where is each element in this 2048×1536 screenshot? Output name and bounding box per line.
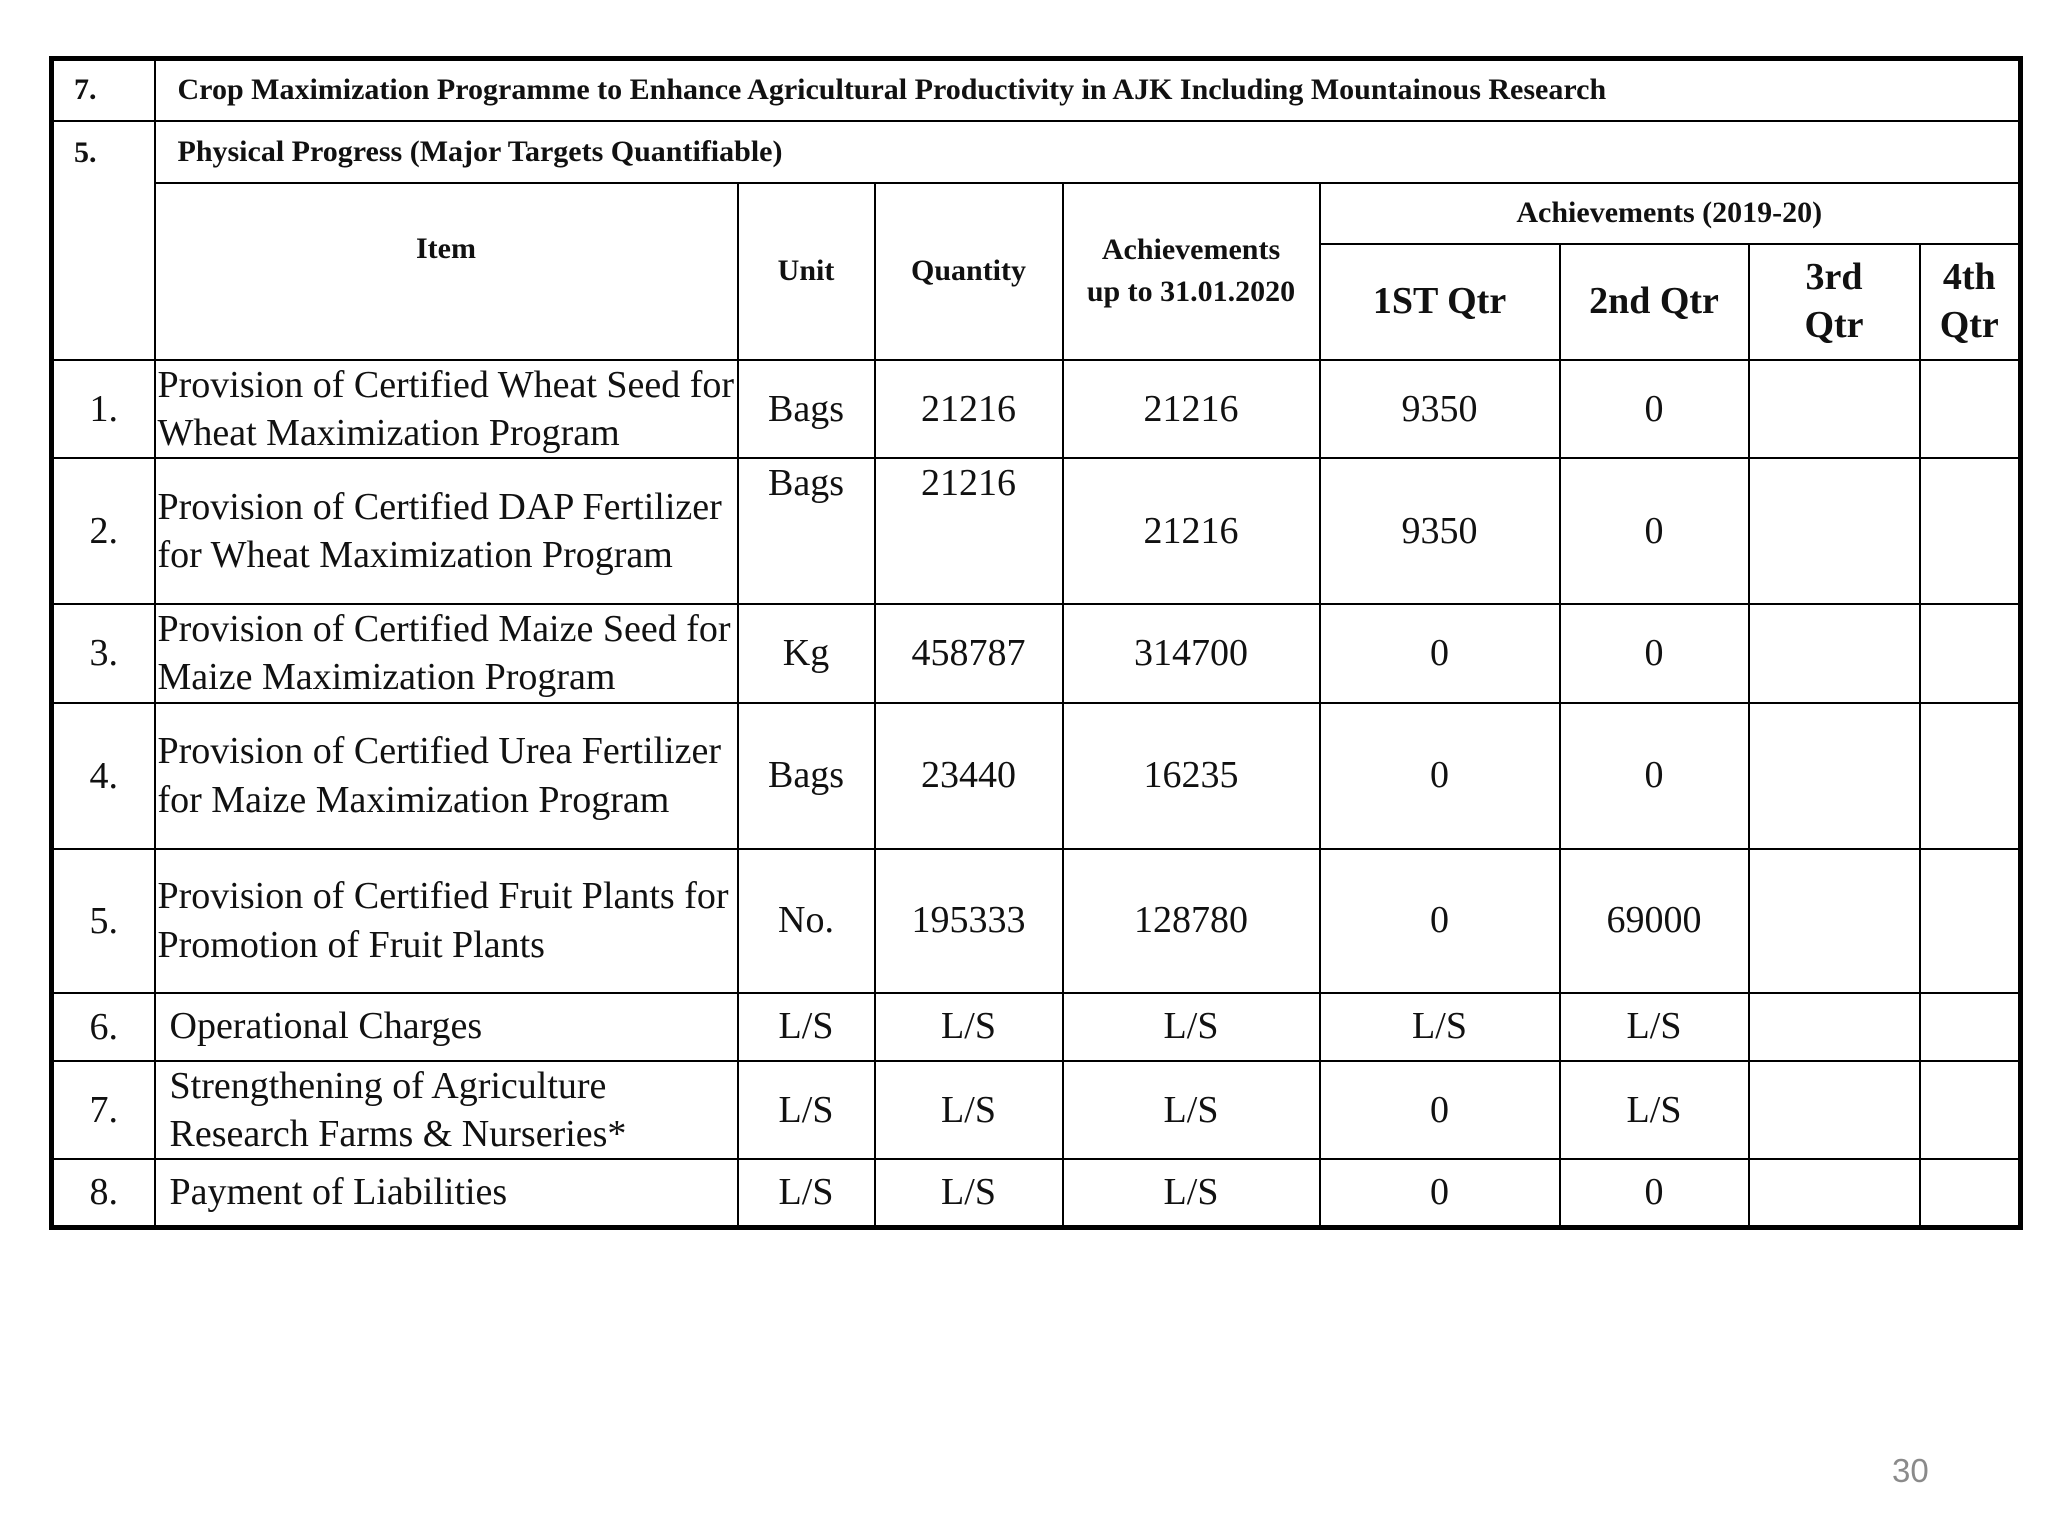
table-row [52,703,2021,849]
row-unit: L/S [738,1159,875,1227]
row-item: Provision of Certified DAP Fertilizer for Wheat Maximization Program [155,458,738,604]
table-row [52,604,2021,703]
row-item: Strengthening of Agriculture Research Farms & Nurseries* [155,1061,738,1160]
row-item: Provision of Certified Wheat Seed for Wheat Maximization Program [155,360,738,459]
header-q1: 1ST Qtr [1320,244,1560,360]
table-row [52,458,2021,604]
row-q1: 9350 [1320,458,1560,604]
row-q3 [1749,604,1920,703]
page-number: 30 [1892,1452,1929,1489]
row-q1: 0 [1320,1061,1560,1160]
row-q4 [1920,993,2021,1061]
row-q3 [1749,360,1920,459]
row-item: Provision of Certified Fruit Plants for Promotion of Fruit Plants [155,849,738,993]
section-row [52,121,2021,183]
row-achieved: 16235 [1063,703,1320,849]
row-quantity: 21216 [875,360,1063,459]
row-q2: 0 [1560,360,1749,459]
header-item: Item [155,183,738,360]
row-q2: L/S [1560,993,1749,1061]
row-achieved: 314700 [1063,604,1320,703]
row-q3 [1749,993,1920,1061]
row-item: Operational Charges [155,993,738,1061]
row-number: 7. [52,1061,155,1160]
row-number: 4. [52,703,155,849]
row-achieved: 128780 [1063,849,1320,993]
title-number: 7. [52,59,155,121]
row-q4 [1920,360,2021,459]
row-achieved: 21216 [1063,458,1320,604]
row-quantity: 21216 [875,458,1063,604]
row-quantity: 458787 [875,604,1063,703]
section-number: 5. [52,121,155,360]
row-unit: L/S [738,993,875,1061]
header-quantity: Quantity [875,183,1063,360]
header-achievements-group: Achievements (2019-20) [1320,183,2021,244]
row-q4 [1920,458,2021,604]
row-item: Provision of Certified Urea Fertilizer for Maize Maximization Program [155,703,738,849]
row-q1: 9350 [1320,360,1560,459]
row-achieved: L/S [1063,1061,1320,1160]
row-achieved: 21216 [1063,360,1320,459]
row-number: 1. [52,360,155,459]
physical-progress-table [49,56,2023,1230]
header-achievements-upto: Achievements up to 31.01.2020 [1063,183,1320,360]
row-unit: Bags [738,360,875,459]
table-row [52,849,2021,993]
header-q4: 4th Qtr [1920,244,2021,360]
header-unit: Unit [738,183,875,360]
row-unit: Bags [738,458,875,604]
row-achieved: L/S [1063,1159,1320,1227]
row-quantity: L/S [875,1159,1063,1227]
table-row [52,993,2021,1061]
row-unit: Bags [738,703,875,849]
row-q1: 0 [1320,849,1560,993]
row-quantity: L/S [875,1061,1063,1160]
row-number: 2. [52,458,155,604]
row-unit: Kg [738,604,875,703]
row-q2: L/S [1560,1061,1749,1160]
row-q1: L/S [1320,993,1560,1061]
row-number: 8. [52,1159,155,1227]
row-q1: 0 [1320,703,1560,849]
project-title: Crop Maximization Programme to Enhance Agricultural Productivity in AJK Including Mountainous Research [155,59,2021,121]
section-title: Physical Progress (Major Targets Quantifiable) [155,121,2021,183]
row-q1: 0 [1320,1159,1560,1227]
row-q2: 0 [1560,1159,1749,1227]
row-q4 [1920,1159,2021,1227]
row-item: Provision of Certified Maize Seed for Maize Maximization Program [155,604,738,703]
row-achieved: L/S [1063,993,1320,1061]
table-row [52,1159,2021,1227]
row-quantity: L/S [875,993,1063,1061]
row-q4 [1920,604,2021,703]
table-row [52,1061,2021,1160]
table-row [52,360,2021,459]
row-q2: 0 [1560,703,1749,849]
row-unit: No. [738,849,875,993]
header-row-1 [52,183,2021,244]
row-quantity: 23440 [875,703,1063,849]
row-quantity: 195333 [875,849,1063,993]
row-number: 6. [52,993,155,1061]
row-q4 [1920,1061,2021,1160]
header-q3: 3rd Qtr [1749,244,1920,360]
row-q3 [1749,1159,1920,1227]
row-q3 [1749,458,1920,604]
row-q3 [1749,1061,1920,1160]
row-q2: 69000 [1560,849,1749,993]
row-q3 [1749,703,1920,849]
row-q1: 0 [1320,604,1560,703]
row-q4 [1920,703,2021,849]
title-row [52,59,2021,121]
row-number: 3. [52,604,155,703]
row-item: Payment of Liabilities [155,1159,738,1227]
row-q2: 0 [1560,604,1749,703]
row-q4 [1920,849,2021,993]
row-q3 [1749,849,1920,993]
header-q2: 2nd Qtr [1560,244,1749,360]
row-unit: L/S [738,1061,875,1160]
row-q2: 0 [1560,458,1749,604]
row-number: 5. [52,849,155,993]
